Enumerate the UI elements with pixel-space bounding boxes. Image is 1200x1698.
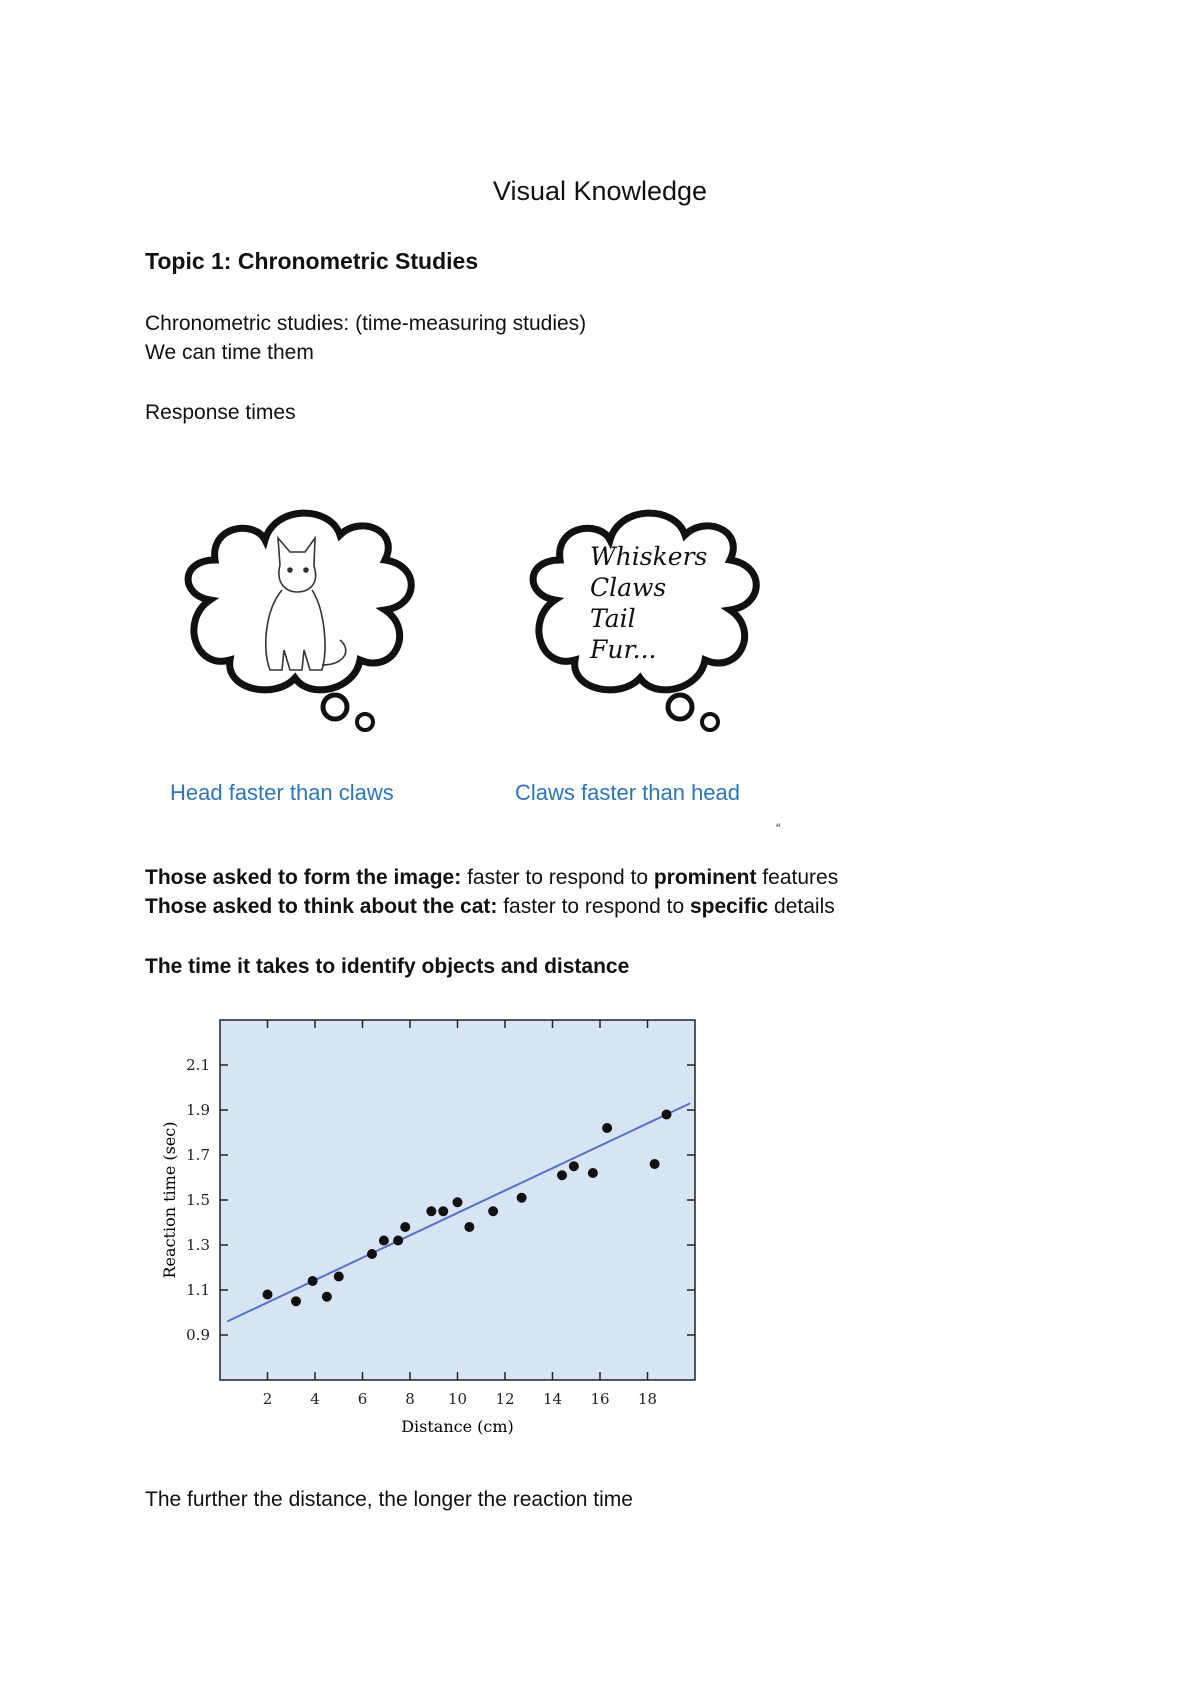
data-point [588, 1168, 598, 1178]
data-point [426, 1206, 436, 1216]
image-lead: Those asked to form the image: [145, 866, 462, 889]
timing-line: We can time them [145, 341, 314, 364]
topic-heading: Topic 1: Chronometric Studies [145, 248, 479, 274]
response-times-line: Response times [145, 401, 296, 424]
stray-mark: “ [776, 820, 781, 836]
reaction-time-chart [145, 1000, 705, 1440]
y-tick-label: 2.1 [186, 1056, 210, 1074]
x-tick-label: 2 [262, 1390, 273, 1408]
cat-mid: faster to respond to [497, 895, 690, 918]
words-bubble [515, 500, 775, 740]
data-point [367, 1249, 377, 1259]
x-tick-label: 12 [495, 1390, 515, 1408]
y-tick-label: 1.3 [186, 1236, 210, 1254]
data-point [602, 1123, 612, 1133]
thought-circle-large [668, 695, 692, 719]
bubble-word-tail: Tail [590, 604, 636, 633]
data-point [438, 1206, 448, 1216]
thought-circle-small [357, 714, 373, 730]
data-point [464, 1222, 474, 1232]
page-title: Visual Knowledge [492, 176, 708, 206]
image-end: features [756, 866, 839, 889]
cloud-outline [188, 513, 411, 690]
y-tick-label: 1.1 [186, 1281, 210, 1299]
cat-finding-line [145, 895, 835, 919]
x-tick-label: 18 [637, 1390, 658, 1408]
y-tick-label: 1.5 [186, 1191, 210, 1209]
data-point [650, 1159, 660, 1169]
bubble-word-claws: Claws [590, 573, 667, 602]
data-point [488, 1206, 498, 1216]
cat-lead: Those asked to think about the cat: [145, 895, 498, 918]
conclusion-line: The further the distance, the longer the reaction time [145, 1488, 633, 1511]
bubble-word-fur: Fur... [590, 635, 657, 664]
thought-circle-small [702, 714, 718, 730]
x-tick-label: 6 [357, 1390, 368, 1408]
chart-heading: The time it takes to identify objects and distance [145, 955, 630, 978]
bubble-word-whiskers: Whiskers [590, 542, 708, 571]
image-bold: prominent [653, 866, 757, 889]
x-tick-label: 16 [590, 1390, 610, 1408]
caption-right: Claws faster than head [515, 780, 741, 805]
y-axis-label: Reaction time (sec) [160, 1121, 179, 1279]
x-tick-label: 14 [542, 1390, 563, 1408]
y-tick-label: 0.9 [186, 1326, 210, 1344]
data-point [400, 1222, 410, 1232]
thought-circle-large [323, 695, 347, 719]
data-point [263, 1290, 273, 1300]
cat-image-bubble [170, 500, 430, 740]
data-point [453, 1197, 463, 1207]
data-point [557, 1170, 567, 1180]
caption-left: Head faster than claws [170, 780, 394, 805]
x-axis-label: Distance (cm) [401, 1417, 514, 1436]
data-point [308, 1276, 318, 1286]
definition-line: Chronometric studies: (time-measuring studies) [145, 312, 587, 335]
image-finding-line [145, 866, 838, 890]
data-point [379, 1236, 389, 1246]
cat-bold: specific [690, 895, 769, 918]
image-mid: faster to respond to [461, 866, 654, 889]
data-point [662, 1110, 672, 1120]
data-point [291, 1296, 301, 1306]
x-tick-label: 10 [447, 1390, 468, 1408]
x-tick-label: 8 [405, 1390, 415, 1408]
y-tick-label: 1.9 [186, 1101, 210, 1119]
data-point [334, 1272, 344, 1282]
data-point [517, 1193, 527, 1203]
data-point [393, 1236, 403, 1246]
data-point [322, 1292, 332, 1302]
x-tick-label: 4 [310, 1390, 320, 1408]
cat-end: details [768, 895, 835, 918]
y-tick-label: 1.7 [186, 1146, 210, 1164]
data-point [569, 1161, 579, 1171]
